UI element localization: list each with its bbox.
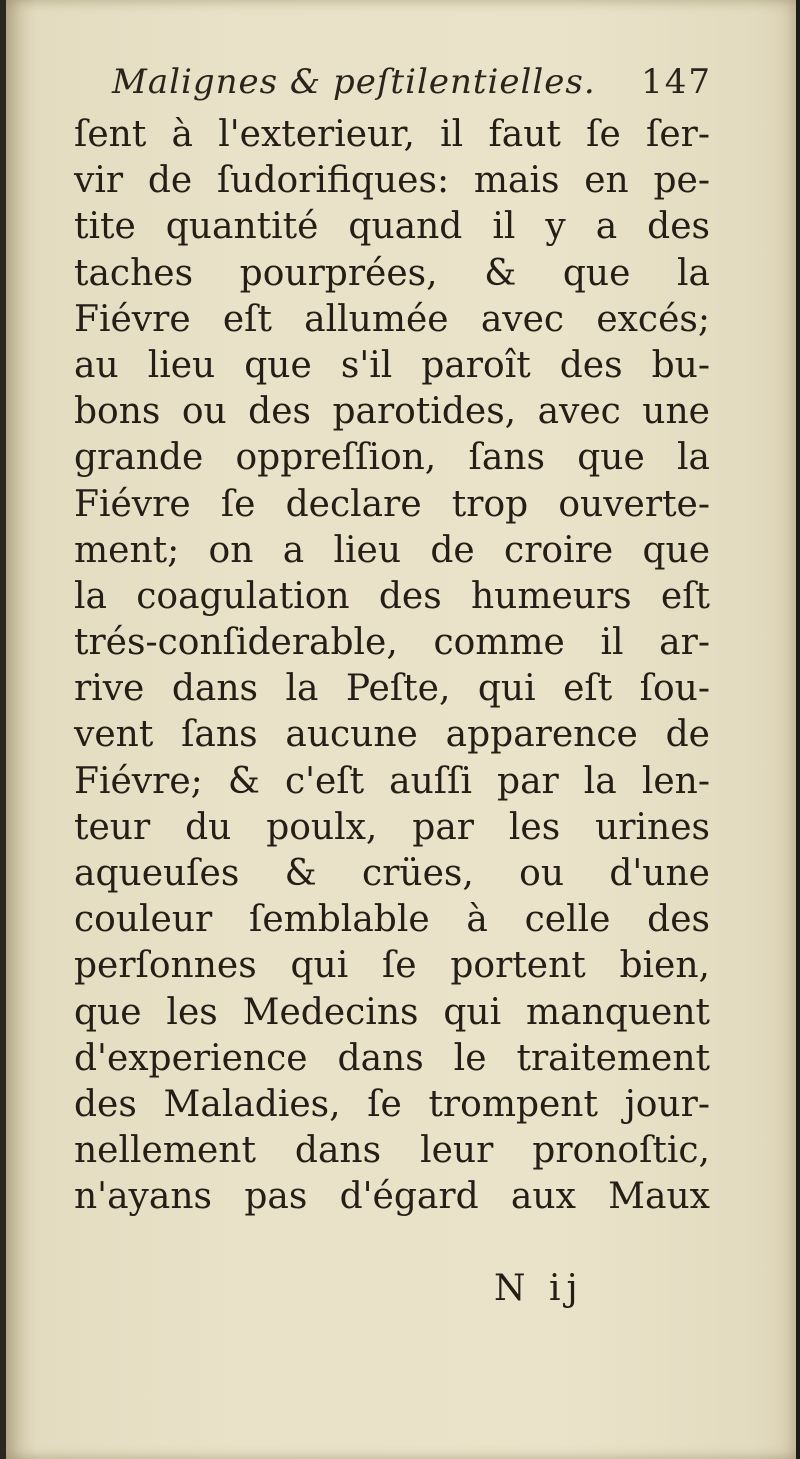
text-line: trés-conſiderable, comme il ar-	[74, 622, 710, 664]
text-line: couleur ſemblable à celle des	[74, 899, 710, 941]
text-line: au lieu que s'il paroît des bu-	[74, 344, 710, 386]
text-line: vent ſans aucune apparence de	[74, 714, 710, 756]
text-line: bons ou des parotides, avec une	[74, 391, 710, 433]
text-line: grande oppreſſion, ſans que la	[74, 437, 710, 479]
text-line: ment; on a lieu de croire que	[74, 529, 710, 571]
text-line: que les Medecins qui manquent	[74, 991, 710, 1033]
text-line: teur du poulx, par les urines	[74, 806, 710, 848]
text-line: aqueuſes & crües, ou d'une	[74, 853, 710, 894]
page-header	[112, 62, 712, 112]
page-number: 147	[641, 62, 712, 102]
text-line: la coagulation des humeurs eſt	[74, 575, 710, 617]
text-line: tite quantité quand il y a des	[74, 206, 710, 248]
text-line: n'ayans pas d'égard aux Maux	[74, 1176, 710, 1218]
text-line: Fiévre ſe declare trop ouverte-	[74, 483, 710, 525]
text-line: Fiévre; & c'eſt auſſi par la len-	[74, 760, 710, 802]
signature-mark: N ij	[494, 1268, 584, 1309]
text-line: Fiévre eſt allumée avec excés;	[74, 298, 710, 340]
text-line: perſonnes qui ſe portent bien,	[74, 945, 710, 987]
text-line: d'experience dans le traitement	[74, 1037, 710, 1079]
text-line: des Maladies, ſe trompent jour-	[74, 1083, 710, 1125]
text-line: ſent à l'exterieur, il faut ſe ſer-	[74, 114, 710, 155]
text-line: vir de ſudorifiques: mais en pe-	[74, 160, 710, 202]
text-line: rive dans la Peſte, qui eſt ſou-	[74, 668, 710, 710]
text-line: nellement dans leur pronoſtic,	[74, 1130, 710, 1172]
text-line: taches pourprées, & que la	[74, 252, 710, 294]
body-text	[74, 112, 710, 1221]
running-title: Malignes & peſtilentielles.	[112, 62, 596, 102]
